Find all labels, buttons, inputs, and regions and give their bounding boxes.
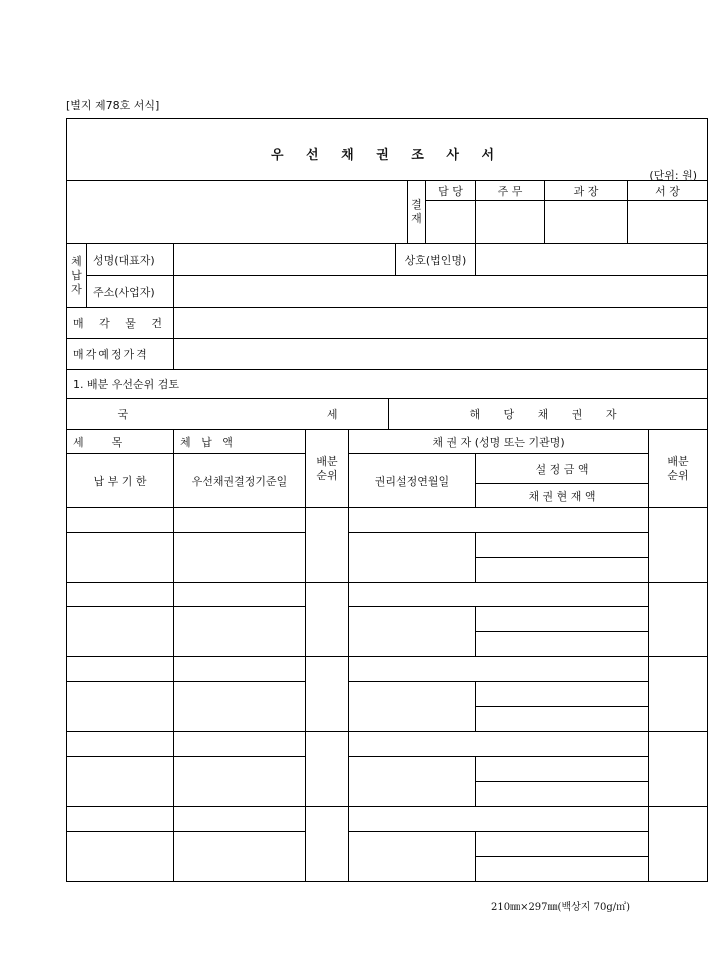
approval-col-3: 과 장 (545, 181, 628, 201)
sale-item-field[interactable] (174, 308, 708, 339)
entry-tax-item[interactable] (67, 583, 174, 607)
entry-setup-amount[interactable] (476, 757, 649, 782)
title-row (67, 119, 708, 181)
tax-item-header: 세 목 (67, 430, 174, 454)
unit-label: (단위: 원) (649, 169, 697, 182)
approval-blank (67, 181, 408, 244)
entry-current-amount[interactable] (476, 632, 649, 657)
taxpayer-address-label: 주소(사업자) (87, 276, 174, 308)
entry-current-amount[interactable] (476, 707, 649, 732)
entry-setup-amount[interactable] (476, 682, 649, 707)
creditor-rank-header: 배분 순위 (649, 430, 708, 508)
approval-col-2: 주 무 (476, 181, 545, 201)
entry-arrears[interactable] (174, 583, 306, 607)
entry-arrears[interactable] (174, 657, 306, 682)
entry-priority-date[interactable] (174, 682, 306, 732)
national-rank-header: 배분 순위 (306, 430, 349, 508)
entry-national-rank[interactable] (306, 508, 349, 583)
entry-creditor-rank[interactable] (649, 583, 708, 657)
setup-amount-header: 설 정 금 액 (476, 454, 649, 484)
entry-setup-date[interactable] (349, 832, 476, 882)
entry-tax-item[interactable] (67, 508, 174, 533)
entry-arrears[interactable] (174, 807, 306, 832)
entry-due-date[interactable] (67, 607, 174, 657)
entry-setup-date[interactable] (349, 682, 476, 732)
entry-tax-item[interactable] (67, 807, 174, 832)
current-amount-header: 채 권 현 재 액 (476, 484, 649, 508)
taxpayer-address-field[interactable] (174, 276, 708, 308)
entry-priority-date[interactable] (174, 757, 306, 807)
taxpayer-name-label: 성명(대표자) (87, 244, 174, 276)
entry-arrears[interactable] (174, 508, 306, 533)
form-title: 우 선 채 권 조 사 서 (270, 148, 504, 163)
approval-sign-2[interactable] (476, 201, 545, 244)
creditor-name-header: 채 권 자 (성명 또는 기관명) (349, 430, 649, 454)
entry-creditor-name[interactable] (349, 807, 649, 832)
entry-creditor-name[interactable] (349, 508, 649, 533)
entry-setup-amount[interactable] (476, 533, 649, 558)
priority-claim-form (66, 118, 697, 890)
approval-sign-4[interactable] (628, 201, 708, 244)
entry-creditor-name[interactable] (349, 732, 649, 757)
entry-due-date[interactable] (67, 682, 174, 732)
entry-due-date[interactable] (67, 832, 174, 882)
entry-priority-date[interactable] (174, 607, 306, 657)
approval-label: 결재 (408, 181, 426, 244)
sale-price-field[interactable] (174, 339, 708, 370)
approval-sign-3[interactable] (545, 201, 628, 244)
entry-setup-amount[interactable] (476, 832, 649, 857)
priority-date-header: 우선채권결정기준일 (174, 454, 306, 508)
entry-national-rank[interactable] (306, 732, 349, 807)
entry-current-amount[interactable] (476, 782, 649, 807)
creditor-header: 해 당 채 권 자 (389, 399, 708, 430)
sale-price-label: 매각예정가격 (67, 339, 174, 370)
entry-creditor-rank[interactable] (649, 657, 708, 732)
entry-priority-date[interactable] (174, 832, 306, 882)
entry-priority-date[interactable] (174, 533, 306, 583)
taxpayer-trade-label: 상호(법인명) (396, 244, 476, 276)
form-number-label: [별지 제78호 서식] (66, 99, 160, 112)
national-tax-header: 국 세 (67, 399, 389, 430)
entry-current-amount[interactable] (476, 857, 649, 882)
entry-creditor-rank[interactable] (649, 508, 708, 583)
entry-national-rank[interactable] (306, 807, 349, 882)
entry-setup-date[interactable] (349, 757, 476, 807)
paper-spec-footer: 210㎜×297㎜(백상지 70g/㎡) (490, 902, 630, 913)
approval-col-4: 서 장 (628, 181, 708, 201)
sale-item-label: 매 각 물 건 (67, 308, 174, 339)
setup-date-header: 권리설정연월일 (349, 454, 476, 508)
arrears-header: 체 납 액 (174, 430, 306, 454)
entry-creditor-rank[interactable] (649, 732, 708, 807)
entry-due-date[interactable] (67, 757, 174, 807)
taxpayer-trade-field[interactable] (476, 244, 708, 276)
entry-tax-item[interactable] (67, 732, 174, 757)
entry-tax-item[interactable] (67, 657, 174, 682)
section-title: 1. 배분 우선순위 검토 (67, 370, 708, 399)
approval-col-1: 담 당 (426, 181, 476, 201)
taxpayer-name-field[interactable] (174, 244, 396, 276)
entry-creditor-name[interactable] (349, 657, 649, 682)
approval-sign-1[interactable] (426, 201, 476, 244)
entry-creditor-name[interactable] (349, 583, 649, 607)
entry-national-rank[interactable] (306, 583, 349, 657)
entry-setup-date[interactable] (349, 607, 476, 657)
due-date-header: 납 부 기 한 (67, 454, 174, 508)
taxpayer-group-label: 체납자 (67, 244, 87, 308)
entry-national-rank[interactable] (306, 657, 349, 732)
entry-setup-amount[interactable] (476, 607, 649, 632)
entry-setup-date[interactable] (349, 533, 476, 583)
entry-current-amount[interactable] (476, 558, 649, 583)
entry-creditor-rank[interactable] (649, 807, 708, 882)
entry-due-date[interactable] (67, 533, 174, 583)
entry-arrears[interactable] (174, 732, 306, 757)
